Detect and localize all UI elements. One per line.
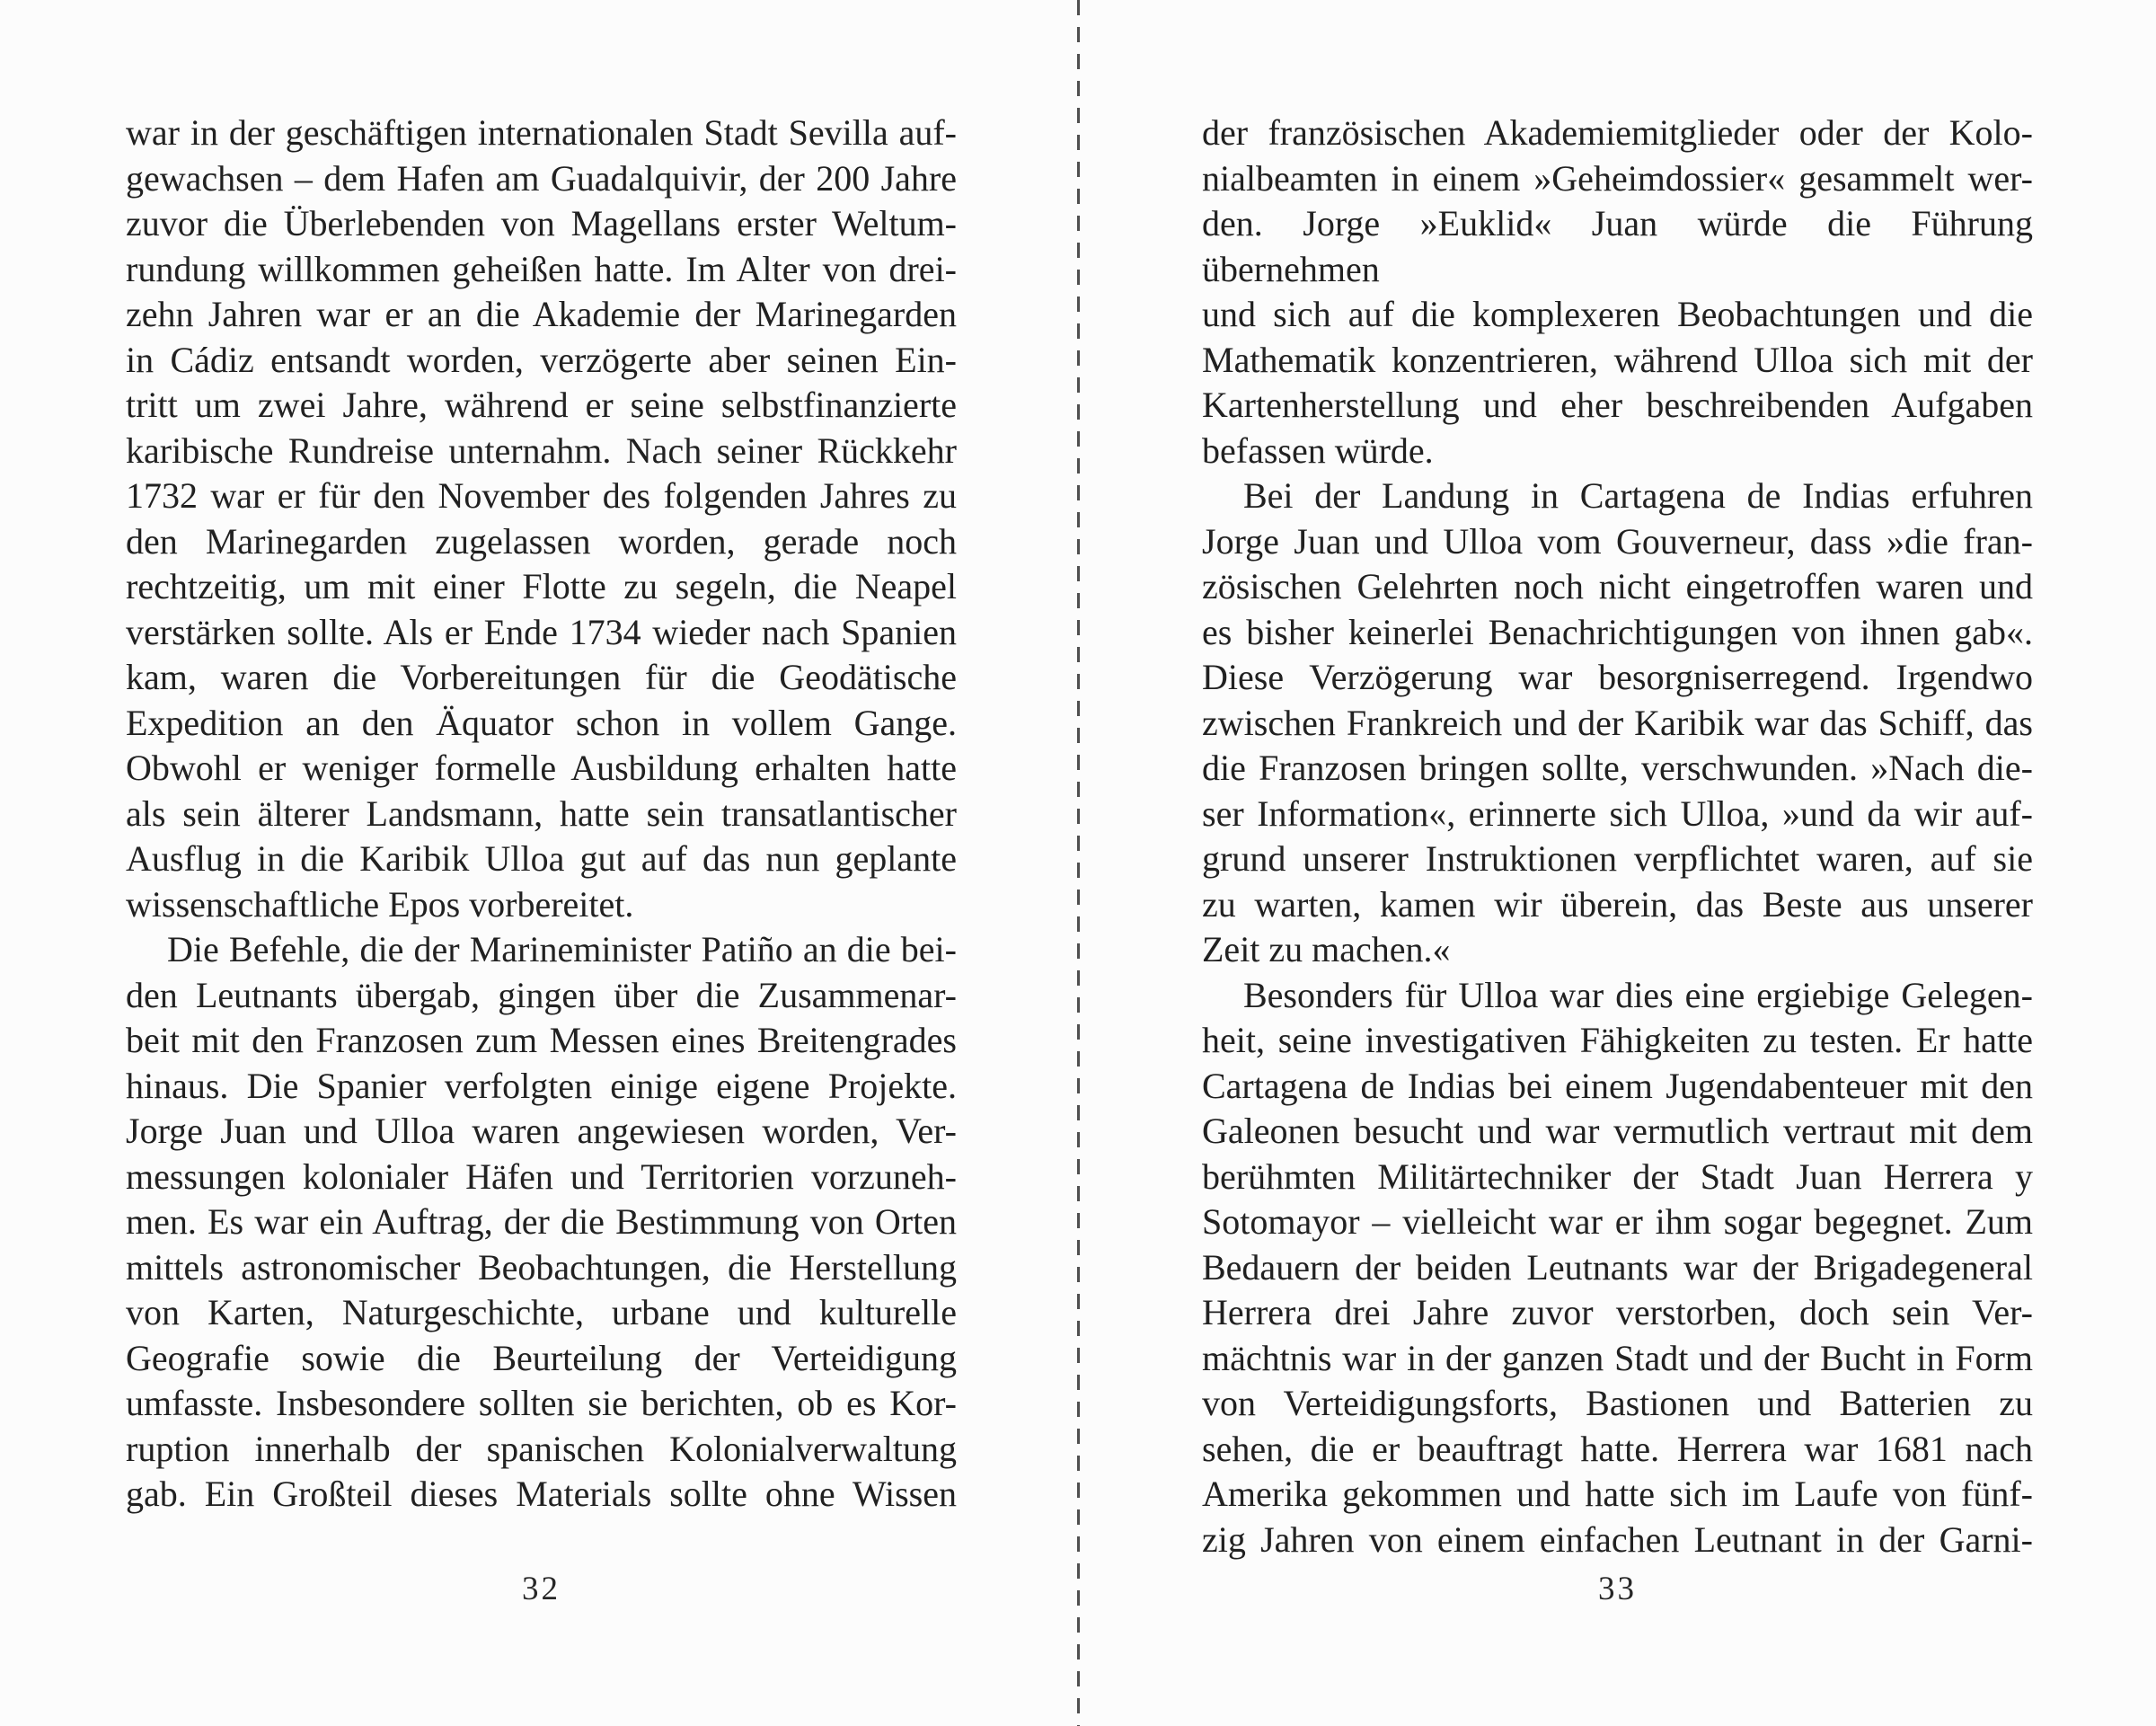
text-line: den Marinegarden zugelassen worden, gerade noch <box>126 520 957 562</box>
text-line: tritt um zwei Jahre, während er seine selbstfinanzierte <box>126 385 957 425</box>
text-line: karibische Rundreise unternahm. Nach seiner Rückkehr <box>126 429 957 471</box>
text-line: zwischen Frankreich und der Karibik war das Schiff, das <box>1202 702 2033 743</box>
text-line: und sich auf die komplexeren Beobachtungen und die <box>1202 294 2033 334</box>
text-line: Jorge Juan und Ulloa waren angewiesen worden, Ver- <box>126 1111 957 1151</box>
text-line: Besonders für Ulloa war dies eine ergiebige Gelegen- <box>1243 974 2033 1015</box>
text-line: ser Information«, erinnerte sich Ulloa, »und da wir auf- <box>1202 792 2033 834</box>
text-line: als sein älterer Landsmann, hatte sein transatlantischer <box>126 792 957 834</box>
text-line: zösischen Gelehrten noch nicht eingetroffen waren und <box>1202 566 2033 606</box>
text-line: Expedition an den Äquator schon in vollem Gange. <box>126 702 957 743</box>
text-line: zu warten, kamen wir überein, das Beste aus unserer <box>1202 883 2033 925</box>
text-line: mächtnis war in der ganzen Stadt und der Bucht in Form <box>1202 1337 2033 1378</box>
text-line: Zeit zu machen.« <box>1202 929 1451 969</box>
text-line: hinaus. Die Spanier verfolgten einige eigene Projekte. <box>126 1065 957 1106</box>
text-line: nialbeamten in einem »Geheimdossier« gesammelt wer- <box>1202 157 2033 199</box>
text-line: Sotomayor – vielleicht war er ihm sogar begegnet. Zum <box>1202 1201 2033 1242</box>
text-line: Herrera drei Jahre zuvor verstorben, doch sein Ver- <box>1202 1292 2033 1332</box>
text-line: mittels astronomischer Beobachtungen, die Herstellung <box>126 1246 957 1288</box>
page-number-right: 33 <box>1598 1571 1637 1607</box>
text-line: umfasste. Insbesondere sollten sie berichten, ob es Kor- <box>126 1383 957 1423</box>
text-line: die Franzosen bringen sollte, verschwunden. »Nach die- <box>1202 748 2033 788</box>
text-line: sehen, die er beauftragt hatte. Herrera war 1681 nach <box>1202 1428 2033 1469</box>
text-line: es bisher keinerlei Benachrichtigungen von ihnen gab«. <box>1202 611 2033 652</box>
text-line: zuvor die Überlebenden von Magellans erster Weltum- <box>126 203 957 243</box>
text-line: Diese Verzögerung war besorgniserregend. Irgendwo <box>1202 657 2033 697</box>
text-line: Geografie sowie die Beurteilung der Verteidigung <box>126 1337 957 1378</box>
text-line: Bedauern der beiden Leutnants war der Brigadegeneral <box>1202 1246 2033 1288</box>
text-line: men. Es war ein Auftrag, der die Bestimmung von Orten <box>126 1201 957 1242</box>
text-line: Kartenherstellung und eher beschreibenden Aufgaben <box>1202 385 2033 425</box>
text-line: messungen kolonialer Häfen und Territorien vorzuneh- <box>126 1155 957 1197</box>
text-line: Amerika gekommen und hatte sich im Laufe von fünf- <box>1202 1474 2033 1514</box>
text-line: den. Jorge »Euklid« Juan würde die Führung übernehmen <box>1202 203 2033 289</box>
text-line: Cartagena de Indias bei einem Jugendabenteuer mit den <box>1202 1065 2033 1106</box>
text-line: Bei der Landung in Cartagena de Indias erfuhren <box>1243 475 2033 516</box>
text-line: wissenschaftliche Epos vorbereitet. <box>126 883 634 925</box>
text-line: ruption innerhalb der spanischen Kolonialverwaltung <box>126 1428 957 1469</box>
text-line: der französischen Akademiemitglieder oder der Kolo- <box>1202 112 2033 153</box>
text-line: Die Befehle, die der Marineminister Patiño an die bei- <box>167 929 957 969</box>
text-line: Galeonen besucht und war vermutlich vertraut mit dem <box>1202 1111 2033 1151</box>
text-line: befassen würde. <box>1202 429 1434 471</box>
text-line: gab. Ein Großteil dieses Materials sollte ohne Wissen <box>126 1474 957 1514</box>
text-line: kam, waren die Vorbereitungen für die Geodätische <box>126 657 957 697</box>
text-line: rundung willkommen geheißen hatte. Im Alter von drei- <box>126 248 957 289</box>
text-line: grund unserer Instruktionen verpflichtet waren, auf sie <box>1202 838 2033 879</box>
page-number-left: 32 <box>522 1571 561 1607</box>
text-line: zig Jahren von einem einfachen Leutnant in der Garni- <box>1202 1518 2033 1560</box>
text-line: beit mit den Franzosen zum Messen eines Breitengrades <box>126 1020 957 1060</box>
text-line: von Verteidigungsforts, Bastionen und Batterien zu <box>1202 1383 2033 1423</box>
text-line: den Leutnants übergab, gingen über die Zusammenar- <box>126 974 957 1015</box>
left-page-text <box>126 111 957 1518</box>
text-line: war in der geschäftigen internationalen Stadt Sevilla auf- <box>126 112 957 153</box>
text-line: 1732 war er für den November des folgenden Jahres zu <box>126 475 957 516</box>
text-line: rechtzeitig, um mit einer Flotte zu segeln, die Neapel <box>126 566 957 606</box>
text-line: Jorge Juan und Ulloa vom Gouverneur, dass »die fran- <box>1202 520 2033 562</box>
text-line: heit, seine investigativen Fähigkeiten zu testen. Er hatte <box>1202 1020 2033 1060</box>
text-line: berühmten Militärtechniker der Stadt Juan Herrera y <box>1202 1155 2033 1197</box>
text-line: verstärken sollte. Als er Ende 1734 wieder nach Spanien <box>126 611 957 652</box>
page-divider <box>1077 0 1080 1726</box>
text-line: gewachsen – dem Hafen am Guadalquivir, der 200 Jahre <box>126 157 957 199</box>
text-line: zehn Jahren war er an die Akademie der Marinegarden <box>126 294 957 334</box>
text-line: in Cádiz entsandt worden, verzögerte aber seinen Ein- <box>126 339 957 380</box>
text-line: Obwohl er weniger formelle Ausbildung erhalten hatte <box>126 748 957 788</box>
text-line: von Karten, Naturgeschichte, urbane und kulturelle <box>126 1292 957 1332</box>
text-line: Mathematik konzentrieren, während Ulloa sich mit der <box>1202 339 2033 380</box>
text-line: Ausflug in die Karibik Ulloa gut auf das nun geplante <box>126 838 957 879</box>
right-page-text <box>1202 111 2033 1562</box>
